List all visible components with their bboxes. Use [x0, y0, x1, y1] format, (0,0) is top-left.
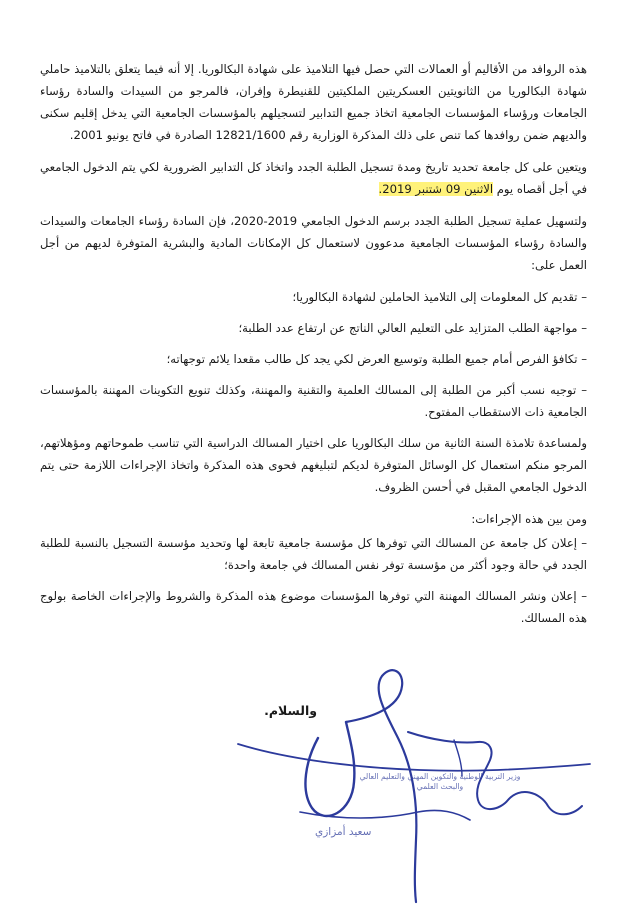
paragraph-registration-facilitation: ولتسهيل عملية تسجيل الطلبة الجدد برسم الدخول الجامعي 2019-2020، فإن السادة رؤساء الجامعات والسيدات والسادة رؤساء المؤسسات الجامعية مدعوون لاستعمال كل الإمكانات المادية والبشرية المتوفرة لديهم من أجل العمل على:	[40, 214, 587, 272]
stamp-line: والبحث العلمي	[416, 782, 464, 791]
stamp-signatory-name: سعيد أمزازي	[315, 826, 372, 838]
deadline-text: ويتعين على كل جامعة تحديد تاريخ ومدة تسجيل الطلبة الجدد واتخاذ كل التدابير الضرورية لكي يتم الدخول الجامعي في أجل أقصاه يوم	[40, 160, 587, 196]
list-item: – تقديم كل المعلومات إلى التلاميذ الحاملين لشهادة البكالوريا؛	[292, 290, 587, 304]
paragraph-measures-intro: ومن بين هذه الإجراءات:	[471, 512, 587, 526]
paragraph-student-guidance: ولمساعدة تلامذة السنة الثانية من سلك البكالوريا على اختيار المسالك الدراسية التي تناسب طموحاتهم ومؤهلاتهم، المرجو منكم استعمال كل الوسائل المتوفرة لديكم لتبليغهم فحوى هذه المذكرة واتخاذ الإجراءات اللازمة حتى يتم الدخول الجامعي المقبل في أحسن الظروف.	[40, 436, 587, 494]
list-item: – تكافؤ الفرص أمام جميع الطلبة وتوسيع العرض لكي يجد كل طالب مقعدا يلائم توجهاته؛	[166, 352, 587, 366]
list-item: – إعلان ونشر المسالك المهننة التي توفرها المؤسسات موضوع هذه المذكرة والشروط والإجراءات الخاصة بولوج هذه المسالك.	[40, 589, 587, 625]
closing-salutation: والسلام.	[264, 703, 317, 718]
highlighted-date: الاثنين 09 شتنبر 2019.	[378, 182, 494, 196]
stamp-line: وزير التربية الوطنية والتكوين المهني والتعليم العالي	[359, 772, 521, 781]
paragraph-tributaries: هذه الروافد من الأقاليم أو العمالات التي حصل فيها التلاميذ على شهادة البكالوريا. إلا أنه فيما يتعلق بالتلاميذ حاملي شهادة البكالوريا من الثانويتين العسكريتين الملكيتين للقنيطرة وإفران، فالمرجو من السيدات والسادة رؤساء الجامعات ورؤساء المؤسسات الجامعية اتخاذ جميع التدابير لتسجيلهم بالمؤسسات الجامعية التي يدخل إقليم سكنى والديهم ضمن روافدها كما تنص على ذلك المذكرة الوزارية رقم 12821/1600 الصادرة في فاتح يونيو 2001.	[40, 62, 587, 142]
list-item: – توجيه نسب أكبر من الطلبة إلى المسالك العلمية والتقنية والمهننة، وكذلك تنويع التكوينات المهننة بالمؤسسات الجامعية ذات الاستقطاب المفتوح.	[40, 383, 587, 419]
list-item: – مواجهة الطلب المتزايد على التعليم العالي الناتج عن ارتفاع عدد الطلبة؛	[238, 321, 587, 335]
list-item: – إعلان كل جامعة عن المسالك التي توفرها كل مؤسسة جامعية تابعة لها وتحديد مؤسسة التسجيل بالنسبة للطلبة الجدد في حالة وجود أكثر من مؤسسة توفر نفس المسالك في جامعة واحدة؛	[40, 536, 587, 572]
